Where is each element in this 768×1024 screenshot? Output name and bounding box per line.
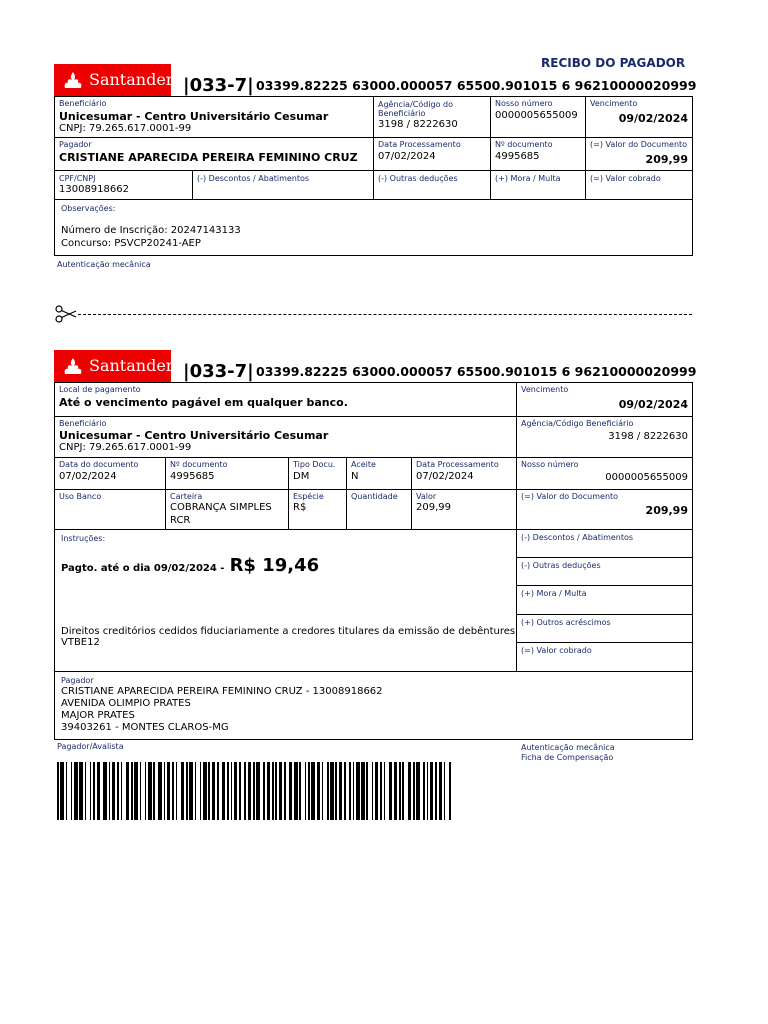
pagador-city: 39403261 - MONTES CLAROS-MG [61,722,229,733]
aceite-label: Aceite [351,460,376,469]
observacao-concurso: Concurso: PSVCP20241-AEP [61,238,201,249]
beneficiario-cnpj: CNPJ: 79.265.617.0001-99 [59,123,192,134]
data-processamento-value: 07/02/2024 [416,471,474,482]
valor-cobrado-label: (=) Valor cobrado [521,646,592,655]
outras-deducoes-label: (-) Outras deduções [378,174,458,183]
cpf-label: CPF/CNPJ [59,174,96,183]
cut-line [78,314,692,315]
santander-flame-icon [63,357,83,375]
vencimento-label: Vencimento [521,385,569,394]
pagto-amount: R$ 19,46 [229,555,320,576]
valor-value: 209,99 [416,502,451,513]
santander-logo-slip [54,350,174,382]
direitos-code: VTBE12 [61,637,100,648]
pagador-district: MAJOR PRATES [61,710,135,721]
quantidade-label: Quantidade [351,492,398,501]
n-documento-label: Nº documento [170,460,228,469]
barcode [57,762,453,820]
valor-documento-label: (=) Valor do Documento [590,140,688,149]
santander-logo [54,64,174,96]
pagador-label: Pagador [61,676,94,685]
pagto-instruction [61,555,319,576]
valor-documento-value: 209,99 [645,153,688,166]
bank-code: |033-7| [183,361,254,382]
ficha-compensacao-label: Ficha de Compensação [521,753,614,762]
data-processamento-value: 07/02/2024 [378,151,436,162]
pagador-name: CRISTIANE APARECIDA PEREIRA FEMININO CRUZ [59,151,358,164]
tipo-docu-label: Tipo Docu. [293,460,336,469]
pagador-address: AVENIDA OLIMPIO PRATES [61,698,191,709]
observacao-inscricao: Número de Inscrição: 20247143133 [61,225,241,236]
n-documento-value: 4995685 [170,471,215,482]
data-processamento-label: Data Processamento [416,460,499,469]
agencia-label: Agência/Código do Beneficiário [378,100,454,119]
beneficiario-label: Beneficiário [59,419,107,428]
bank-code: |033-7| [183,75,254,96]
data-documento-label: Data do documento [59,460,139,469]
vencimento-value: 09/02/2024 [618,398,688,411]
valor-label: Valor [416,492,437,501]
mora-label: (+) Mora / Multa [521,589,587,598]
local-pagamento-value: Até o vencimento pagável em qualquer banco. [59,396,348,409]
nosso-numero-label: Nosso número [495,99,553,108]
mora-label: (+) Mora / Multa [495,174,561,183]
carteira-label: Carteira [170,492,203,501]
descontos-label: (-) Descontos / Abatimentos [197,174,310,183]
especie-label: Espécie [293,492,324,501]
uso-banco-label: Uso Banco [59,492,102,501]
especie-value: R$ [293,502,307,513]
instrucoes-label: Instruções: [61,534,106,543]
autenticacao-label: Autenticação mecânica [521,743,615,752]
data-processamento-label: Data Processamento [378,140,461,149]
aceite-value: N [351,471,359,482]
beneficiario-label: Beneficiário [59,99,107,108]
pagador-label: Pagador [59,140,92,149]
pagador-name-cpf: CRISTIANE APARECIDA PEREIRA FEMININO CRUZ - 13008918662 [61,686,383,697]
agencia-value: 3198 / 8222630 [378,119,458,130]
carteira-code: RCR [170,515,191,526]
outros-acrescimos-label: (+) Outros acréscimos [521,618,611,627]
barcode-bar [449,762,451,820]
n-documento-value: 4995685 [495,151,540,162]
vencimento-value: 09/02/2024 [618,112,688,125]
agencia-label: Agência/Código Beneficiário [521,419,634,428]
bank-name: Santander [89,356,174,375]
beneficiario-name: Unicesumar - Centro Universitário Cesumar [59,110,329,123]
vencimento-label: Vencimento [590,99,638,108]
tipo-docu-value: DM [293,471,310,482]
n-documento-label: Nº documento [495,140,553,149]
receipt-title: RECIBO DO PAGADOR [541,56,686,70]
beneficiario-cnpj: CNPJ: 79.265.617.0001-99 [59,442,192,453]
data-documento-value: 07/02/2024 [59,471,117,482]
nosso-numero-value: 0000005655009 [605,472,688,483]
digitable-line: 03399.82225 63000.000057 65500.901015 6 96210000020999 [256,78,697,93]
descontos-label: (-) Descontos / Abatimentos [521,533,634,542]
valor-documento-value: 209,99 [645,504,688,517]
valor-cobrado-label: (=) Valor cobrado [590,174,661,183]
carteira-value: COBRANÇA SIMPLES [170,502,272,513]
observacoes-label: Observações: [61,204,116,213]
direitos-text: Direitos creditórios cedidos fiduciariamente a credores titulares da emissão de debêntures [61,626,516,637]
scissors-icon [55,305,77,327]
nosso-numero-label: Nosso número [521,460,579,469]
pagto-text: Pagto. até o dia 09/02/2024 - [61,563,225,574]
nosso-numero-value: 0000005655009 [495,110,578,121]
local-pagamento-label: Local de pagamento [59,385,141,394]
beneficiario-name: Unicesumar - Centro Universitário Cesumar [59,429,329,442]
pagador-avalista-label: Pagador/Avalista [57,742,124,751]
autenticacao-label: Autenticação mecânica [57,260,151,269]
agencia-value: 3198 / 8222630 [608,431,688,442]
bank-name: Santander [89,70,174,89]
valor-documento-label: (=) Valor do Documento [521,492,619,501]
digitable-line: 03399.82225 63000.000057 65500.901015 6 96210000020999 [256,364,697,379]
outras-deducoes-label: (-) Outras deduções [521,561,601,570]
santander-flame-icon [63,71,83,89]
cpf-value: 13008918662 [59,184,129,195]
